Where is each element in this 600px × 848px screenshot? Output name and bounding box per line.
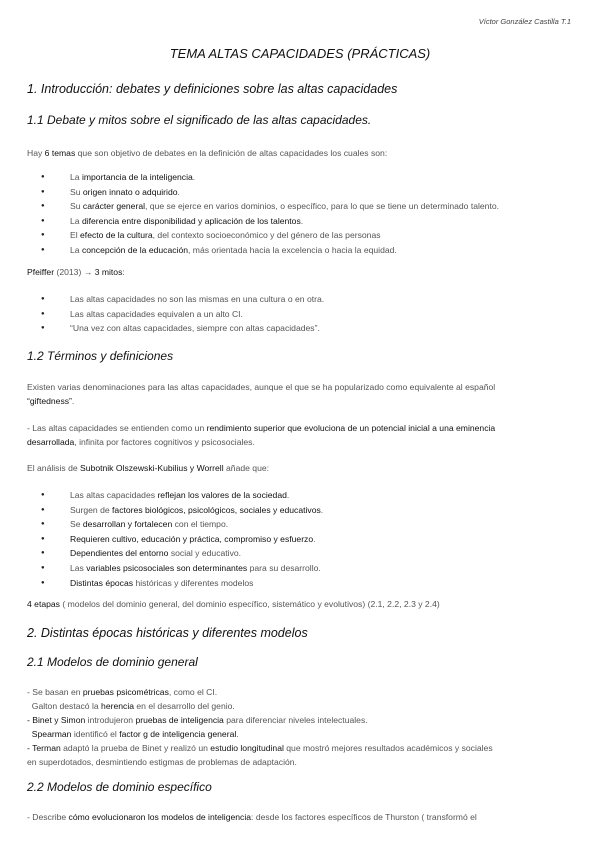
list-item: ● Surgen de factores biológicos, psicológicos, sociales y educativos.: [0, 503, 600, 518]
section-1-heading: 1. Introducción: debates y definiciones sobre las altas capacidades: [27, 82, 398, 96]
mitos-list: [0, 292, 600, 336]
list-item: ● Las altas capacidades equivalen a un alto CI.: [0, 307, 600, 322]
list-item: ● La importancia de la inteligencia.: [0, 170, 600, 185]
terms-paragraph: Existen varias denominaciones para las altas capacidades, aunque el que se ha popularizado como equivalente al español “giftedness”.: [27, 382, 496, 406]
definition-paragraph: - Las altas capacidades se entienden como un rendimiento superior que evoluciona de un potencial inicial a una eminencia desarrollada, infinita por factores cognitivos y psicosociales.: [27, 423, 496, 447]
list-item: ● Se desarrollan y fortalecen con el tiempo.: [0, 517, 600, 532]
list-item: ● Las altas capacidades no son las mismas en una cultura o en otra.: [0, 292, 600, 307]
list-item: ● Distintas épocas históricas y diferentes modelos: [0, 576, 600, 591]
analysis-items-list: [0, 488, 600, 590]
list-item: ● Las variables psicosociales son determinantes para su desarrollo.: [0, 561, 600, 576]
analysis-paragraph: El análisis de Subotnik Olszewski-Kubilius y Worrell añade que:: [27, 463, 270, 473]
list-item: ● La concepción de la educación, más orientada hacia la excelencia o hacia la equidad.: [0, 243, 600, 258]
list-item: ● Requieren cultivo, educación y práctica, compromiso y esfuerzo.: [0, 532, 600, 547]
pfeiffer-line: Pfeiffer (2013) → 3 mitos:: [27, 267, 125, 277]
author-header: Víctor González Castilla T.1: [478, 17, 571, 26]
list-item: ● La diferencia entre disponibilidad y aplicación de los talentos.: [0, 214, 600, 229]
temas-list: [0, 170, 600, 258]
section-2-heading: 2. Distintas épocas históricas y diferentes modelos: [27, 626, 308, 640]
list-item: ● Su carácter general, que se ejerce en varios dominios, o específico, para lo que se tiene un determinado talento.: [0, 199, 600, 214]
models-specific-line: - Describe cómo evolucionaron los modelos de inteligencia: desde los factores específicos de Thurston ( transformó el: [27, 812, 477, 822]
intro-paragraph: Hay 6 temas que son objetivo de debates en la definición de altas capacidades los cuales son:: [27, 148, 388, 158]
models-general-lines: - Se basan en pruebas psicométricas, como el CI. Galton destacó la herencia en el desarrollo del genio. - Binet y Simon introdujeron pruebas de inteligencia para diferenciar niveles intelectuales. Spearman identificó el factor g de inteligencia general. - Terman adaptó la prueba de Binet y realizó un estudio longitudinal que mostró mejores resultados académicos y sociales en superdotados, desmintiendo estigmas de problemas de adaptación.: [27, 687, 493, 767]
etapas-line: 4 etapas ( modelos del dominio general, del dominio específico, sistemático y evolutivos) (2.1, 2.2, 2.3 y 2.4): [27, 599, 440, 609]
section-2-1-heading: 2.1 Modelos de dominio general: [27, 655, 198, 669]
list-item: ● “Una vez con altas capacidades, siempre con altas capacidades”.: [0, 321, 600, 336]
list-item: ● El efecto de la cultura, del contexto socioeconómico y del género de las personas: [0, 228, 600, 243]
list-item: ● Su origen innato o adquirido.: [0, 185, 600, 200]
section-1-2-heading: 1.2 Términos y definiciones: [27, 349, 174, 363]
section-1-1-heading: 1.1 Debate y mitos sobre el significado de las altas capacidades.: [27, 113, 372, 127]
list-item: ● Dependientes del entorno social y educativo.: [0, 546, 600, 561]
list-item: ● Las altas capacidades reflejan los valores de la sociedad.: [0, 488, 600, 503]
section-2-2-heading: 2.2 Modelos de dominio específico: [27, 780, 212, 794]
document-title: TEMA ALTAS CAPACIDADES (PRÁCTICAS): [169, 46, 431, 61]
